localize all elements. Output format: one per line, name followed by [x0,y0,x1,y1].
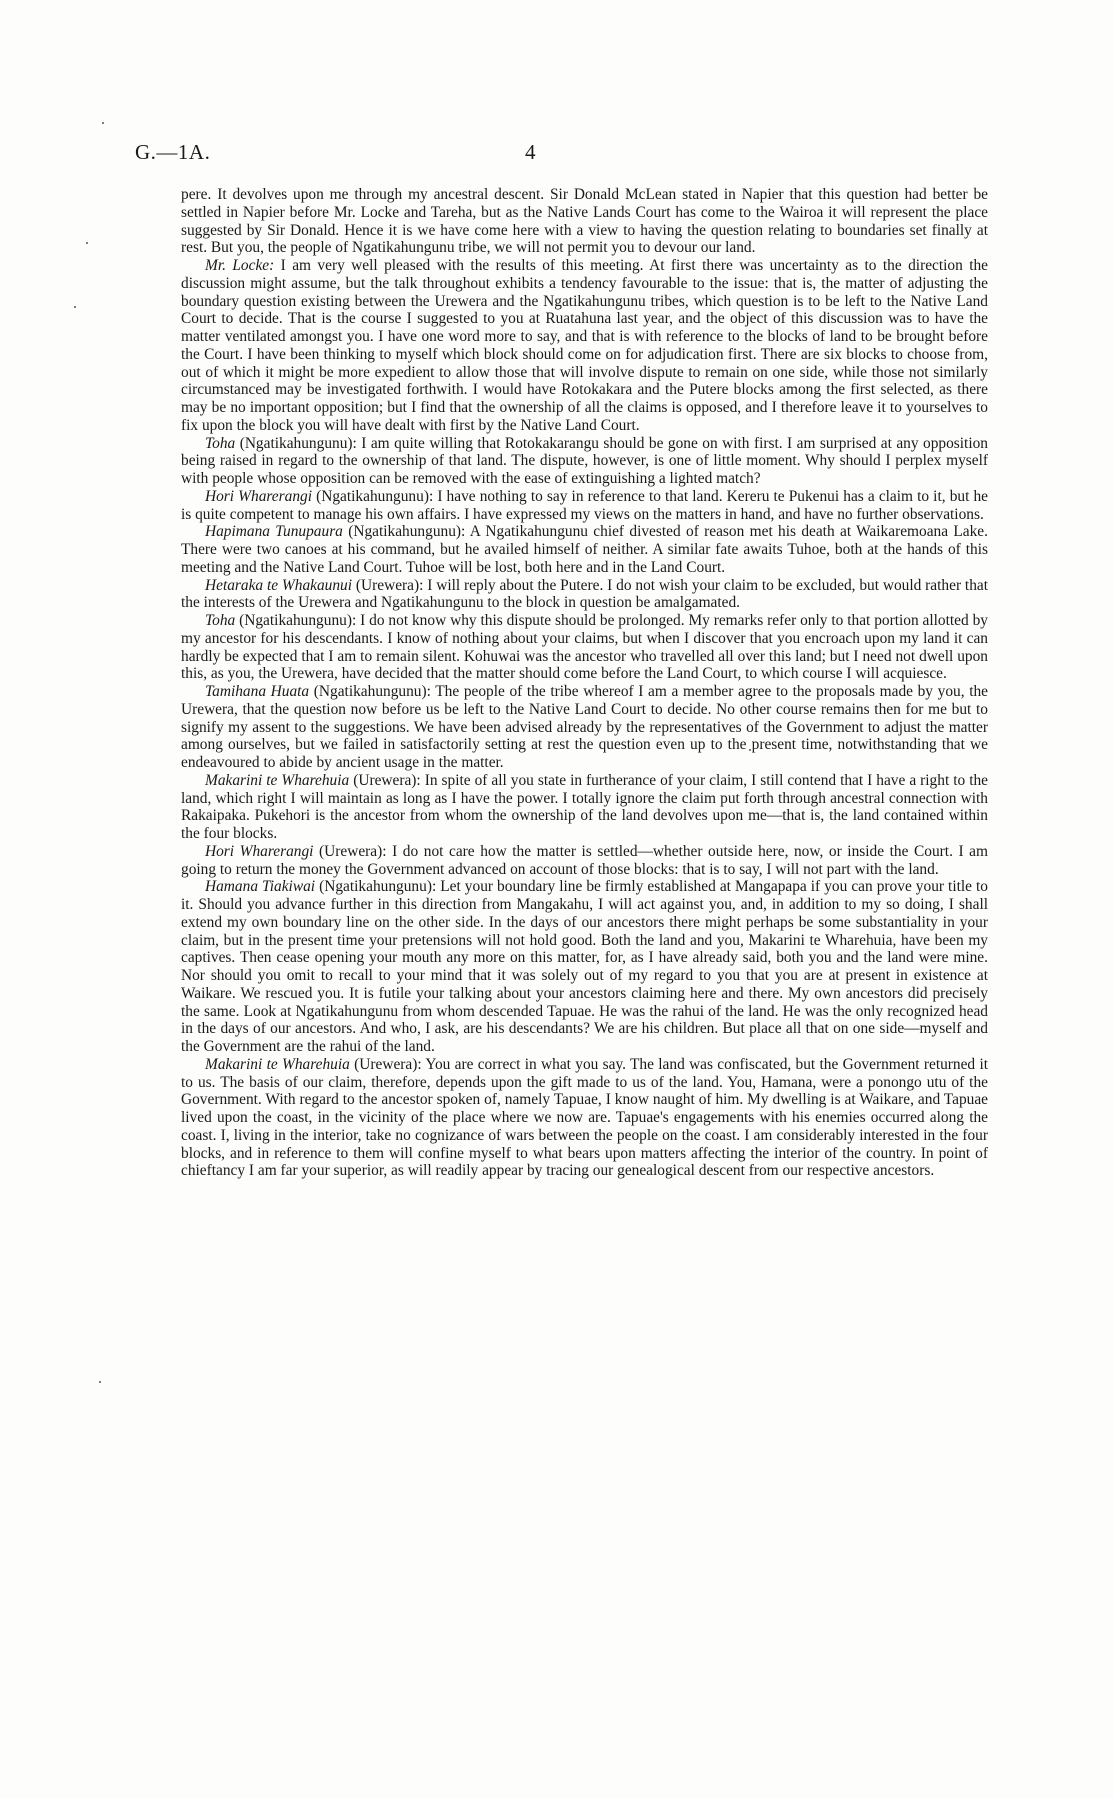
speaker-name: Makarini te Wharehuia [205,1055,350,1073]
paragraph-text: (Ngatikahungunu): I have nothing to say in reference to that land. Kereru te Pukenui has a claim to it, but he is quite competent to manage his own affairs. I have expressed my views on the matters in hand, and have no further observations. [181,487,988,523]
paragraph-text: I am very well pleased with the results of this meeting. At first there was uncertainty as to the direction the discussion might assume, but the talk throughout exhibits a tendency favourable to the issue: that is, the matter of adjusting the boundary question existing between the Urewera and the Ngatikahungunu tribes, which question is to be left to the Native Land Court to decide. That is the course I suggested to you at Ruatahuna last year, and the object of this discussion was to have the matter ventilated amongst you. I have one word more to say, and that is with reference to the blocks of land to be brought before the Court. I have been thinking to myself which block should come on for adjudication first. There are six blocks to choose from, out of which it might be more expedient to allow those that will involve dispute to remain on one side, while those not similarly circumstanced may be investigated forthwith. I would have Rotokakara and the Putere blocks among the first selected, as there may be no important opposition; but I find that the ownership of all the claims is opposed, and I therefore leave it to yourselves to fix upon the block you will have dealt with first by the Native Land Court. [181,257,989,434]
speaker-name: Toha [205,434,236,452]
document-reference: G.—1A. [135,140,211,164]
speaker-name: Hetaraka te Whakaunui [205,576,353,594]
paragraph [181,683,988,772]
paragraph-text: (Urewera): You are correct in what you say. The land was confiscated, but the Government returned it to us. The basis of our claim, therefore, depends upon the gift made to us of the land. You, Hamana, were a ponongo utu of the Government. With regard to the ancestor spoken of, namely Tapuae, I know naught of him. My dwelling is at Waikare, and Tapuae lived upon the coast, in the vicinity of the place where we now are. Tapuae's engagements with his enemies occurred along the coast. I, living in the interior, take no cognizance of wars between the people on the coast. I am considerably interested in the four blocks, and in reference to them will confine myself to what bears upon matters affecting the interior of the country. In point of chieftancy I am far your superior, as will readily appear by tracing our genealogical descent from our respective ancestors. [181,1055,988,1180]
paragraph [181,523,988,576]
paragraph [181,843,988,879]
paragraph-text: (Ngatikahungunu): The people of the tribe whereof I am a member agree to the proposals made by you, the Urewera, that the question now before us be left to the Native Land Court to decide. No other course remains then for me but to signify my assent to the suggestions. We have been advised already by the representatives of the Government to adjust the matter among ourselves, but we failed in satisfactorily setting at rest the question even up to the present time, notwithstanding that we endeavoured to abide by ancient usage in the matter. [181,683,989,771]
scan-speck [99,1381,101,1383]
paragraph [181,257,988,435]
paragraph [181,612,988,683]
paragraph [181,488,988,524]
paragraph-text: (Urewera): I do not care how the matter is settled—whether outside here, now, or inside the Court. I am going to return the money the Government advanced on account of those blocks: that is to say, I will not part with the land. [181,842,988,878]
paragraph [181,435,988,488]
paragraph-text: (Ngatikahungunu): A Ngatikahungunu chief divested of reason met his death at Waikaremoana Lake. There were two canoes at his command, but he availed himself of neither. A similar fate awaits Tuhoe, both at the hands of this meeting and the Native Land Court. Tuhoe will be lost, both here and in the Land Court. [181,523,988,576]
paragraph-text: (Ngatikahungunu): I am quite willing that Rotokakarangu should be gone on with first. I am surprised at any opposition being raised in regard to the ownership of that land. The dispute, however, is one of little moment. Why should I perplex myself with people whose opposition can be removed with the ease of extinguishing a lighted match? [181,434,988,487]
speaker-name: Hori Wharerangi [205,842,314,860]
body-text [181,186,988,1180]
paragraph [181,772,988,843]
scan-speck [74,306,76,308]
page-header [135,140,995,170]
speaker-name: Hori Wharerangi [205,487,312,505]
paragraph [181,186,988,257]
scan-speck [102,122,104,124]
scan-speck [86,242,88,244]
paragraph-text: (Ngatikahungunu): Let your boundary line be firmly established at Mangapapa if you can prove your title to it. Should you advance further in this direction from Mangakahu, I will act against you, and, in addition to my so doing, I shall extend my own boundary line on the other side. In the days of our ancestors there might perhaps be some substantiality in your claim, but in the present time your pretensions will not hold good. Both the land and you, Makarini te Wharehuia, have been my captives. Then cease opening your mouth any more on this matter, for, as I have already said, both you and the land were mine. Nor should you omit to recall to your mind that it was solely out of my regard to you that you are at present in existence at Waikare. We rescued you. It is futile your talking about your ancestors claiming here and there. My own ancestors did precisely the same. Look at Ngatikahungunu from whom descended Tapuae. He was the rahui of the land. He was the only recognized head in the days of our ancestors. And who, I ask, are his descendants? We are his children. But place all that on one side—myself and the Government are the rahui of the land. [181,878,988,1055]
page-number: 4 [525,140,536,164]
speaker-name: Toha [205,612,236,629]
speaker-name: Hapimana Tunupaura [205,523,343,541]
paragraph [181,878,988,1056]
speaker-name: Mr. Locke: [205,257,275,274]
speaker-name: Makarini te Wharehuia [205,771,350,789]
paragraph [181,577,988,613]
paragraph-text: (Ngatikahungunu): I do not know why this dispute should be prolonged. My remarks refer only to that portion allotted by my ancestor for his descendants. I know of nothing about your claims, but when I discover that you encroach upon my land it can hardly be expected that I am to remain silent. Kohuwai was the ancestor who travelled all over this land; but I need not dwell upon this, as you, the Urewera, have decided that the matter should come before the Land Court, to which course I will acquiesce. [181,612,988,683]
paragraph-text: pere. It devolves upon me through my ancestral descent. Sir Donald McLean stated in Napier that this question had better be settled in Napier before Mr. Locke and Tareha, but as the Native Lands Court has come to the Wairoa it will represent the place suggested by Sir Donald. Hence it is we have come here with a view to having the question relating to boundaries set finally at rest. But you, the people of Ngatikahungunu tribe, we will not permit you to devour our land. [181,186,988,257]
speaker-name: Hamana Tiakiwai [205,878,316,896]
paragraph-text: (Urewera): I will reply about the Putere. I do not wish your claim to be excluded, but would rather that the interests of the Urewera and Ngatikahungunu to the block in question be amalgamated. [181,576,988,612]
paragraph [181,1056,988,1180]
paragraph-text: (Urewera): In spite of all you state in furtherance of your claim, I still contend that I have a right to the land, which right I will maintain as long as I have the power. I totally ignore the claim put forth through ancestral connection with Rakaipaka. Pukehori is the ancestor from whom the ownership of the land devolves upon me—that is, the land contained within the four blocks. [181,771,988,842]
speaker-name: Tamihana Huata [205,683,310,700]
